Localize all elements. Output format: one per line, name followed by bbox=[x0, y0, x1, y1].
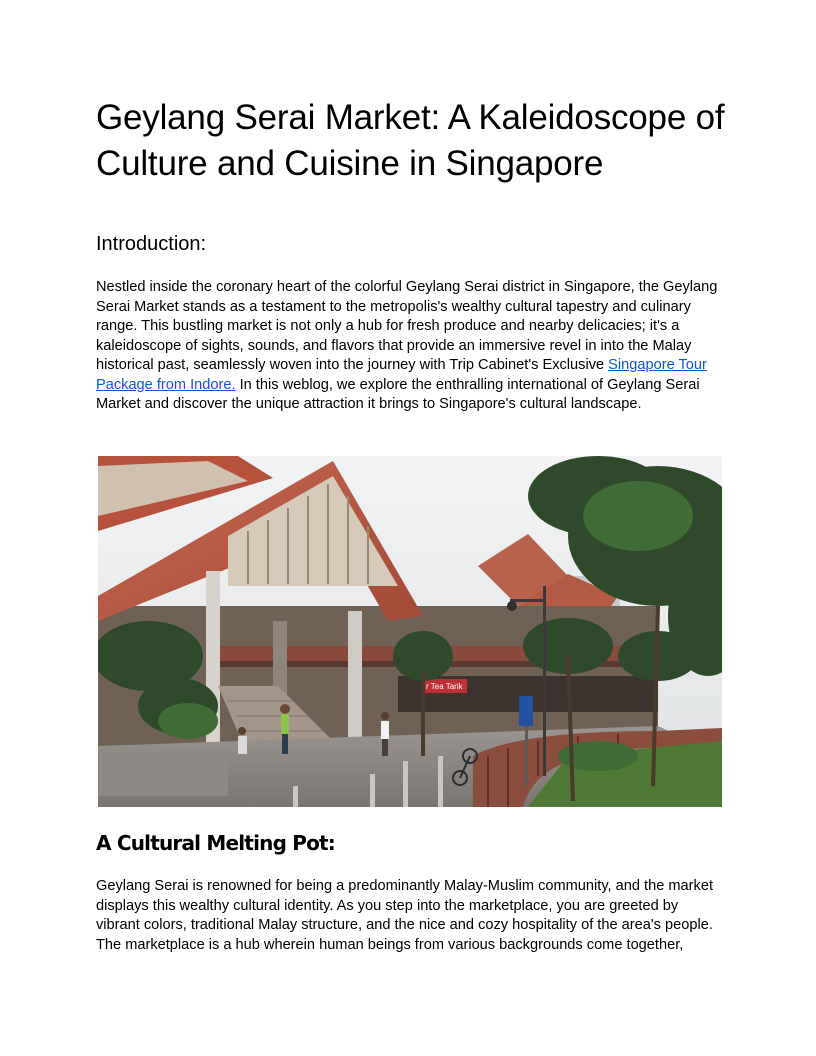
tour-package-link[interactable]: Singapore Tour Package from Indore. bbox=[96, 357, 707, 393]
introduction-text-continued: In this weblog, we explore the enthralling international of Geylang Serai Market and discover the unique attraction it brings to Singapore's cultural landscape. bbox=[96, 376, 700, 412]
photo-column-3 bbox=[348, 611, 362, 751]
introduction-heading: Introduction: bbox=[96, 233, 207, 255]
photo-sign-pole bbox=[525, 726, 528, 786]
document-title: Geylang Serai Market: A Kaleidoscope of Culture and Cuisine in Singapore bbox=[96, 98, 725, 183]
photo-lamp-post bbox=[543, 586, 546, 776]
photo-street-sign bbox=[519, 696, 533, 726]
photo-planter bbox=[98, 756, 228, 796]
introduction-paragraph bbox=[96, 278, 720, 415]
introduction-text: Nestled inside the coronary heart of the colorful Geylang Serai district in Singapore, the Geylang Serai Market stands as a testament to the metropolis's wealthy cultural tapestry and culinary range. This bustling market is not only a hub for fresh produce and nearby delicacies; it's a kaleidoscope of sights, sounds, and flavors that provide an immersive revel in into the Malay historical past, seamlessly woven into the journey with Trip Cabinet's Exclusive bbox=[96, 279, 718, 373]
cultural-melting-pot-paragraph: Geylang Serai is renowned for being a predominantly Malay-Muslim community, and the market displays this wealthy cultural identity. As you step into the marketplace, you are greeted by vibrant colors, traditional Malay structure, and the nice and cozy hospitality of the area's people. The marketplace is a hub wherein human beings from various backgrounds come together, bbox=[96, 878, 713, 953]
market-photo bbox=[98, 456, 722, 807]
photo-shop-sign-text: r Tea Tarik bbox=[426, 682, 463, 691]
cultural-melting-pot-heading: A Cultural Melting Pot: bbox=[96, 831, 336, 855]
